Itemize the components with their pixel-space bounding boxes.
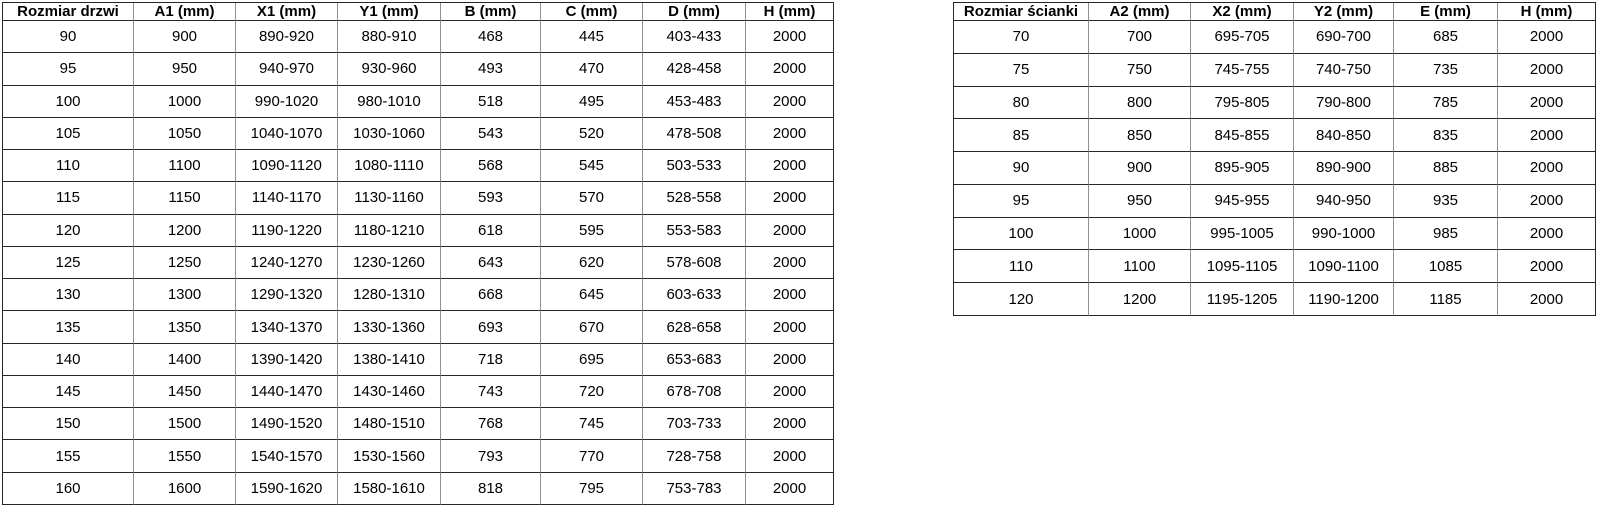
- table-cell: 1350: [134, 311, 236, 343]
- table-cell: 95: [3, 53, 134, 85]
- table-cell: 1130-1160: [338, 182, 441, 214]
- table-cell: 950: [134, 53, 236, 85]
- table-cell: 770: [541, 440, 643, 472]
- table-cell: 1580-1610: [338, 473, 441, 505]
- table-row: [3, 21, 834, 53]
- table-cell: 718: [441, 344, 541, 376]
- table-row: [3, 247, 834, 279]
- table-cell: 1490-1520: [236, 408, 338, 440]
- table-cell: 85: [954, 119, 1089, 152]
- table-cell: 900: [134, 21, 236, 53]
- column-header: A1 (mm): [134, 3, 236, 21]
- table-cell: 2000: [1498, 87, 1596, 120]
- table-cell: 995-1005: [1191, 218, 1294, 251]
- table-row: [3, 344, 834, 376]
- wall-panel-size-table: [953, 2, 1596, 316]
- table-cell: 2000: [1498, 218, 1596, 251]
- table-cell: 728-758: [643, 440, 746, 472]
- table-cell: 470: [541, 53, 643, 85]
- table-cell: 1100: [134, 150, 236, 182]
- table-cell: 493: [441, 53, 541, 85]
- table-cell: 2000: [746, 150, 834, 182]
- table-cell: 2000: [746, 376, 834, 408]
- table-cell: 880-910: [338, 21, 441, 53]
- table-cell: 750: [1089, 54, 1191, 87]
- table-cell: 700: [1089, 21, 1191, 54]
- table-cell: 790-800: [1294, 87, 1394, 120]
- table-row: [954, 119, 1596, 152]
- table-cell: 1380-1410: [338, 344, 441, 376]
- table-cell: 1180-1210: [338, 215, 441, 247]
- header-row: [3, 3, 834, 21]
- column-header: D (mm): [643, 3, 746, 21]
- column-header: C (mm): [541, 3, 643, 21]
- table-cell: 1390-1420: [236, 344, 338, 376]
- table-cell: 90: [3, 21, 134, 53]
- table-cell: 1195-1205: [1191, 283, 1294, 316]
- table-cell: 678-708: [643, 376, 746, 408]
- table-cell: 990-1000: [1294, 218, 1394, 251]
- wall-table-header: [954, 3, 1596, 21]
- table-cell: 545: [541, 150, 643, 182]
- column-header: Rozmiar ścianki: [954, 3, 1089, 21]
- table-cell: 1280-1310: [338, 279, 441, 311]
- table-cell: 115: [3, 182, 134, 214]
- table-cell: 2000: [746, 21, 834, 53]
- table-cell: 735: [1394, 54, 1498, 87]
- table-cell: 1330-1360: [338, 311, 441, 343]
- table-cell: 618: [441, 215, 541, 247]
- table-cell: 1040-1070: [236, 118, 338, 150]
- table-cell: 2000: [746, 247, 834, 279]
- table-cell: 840-850: [1294, 119, 1394, 152]
- table-cell: 835: [1394, 119, 1498, 152]
- table-cell: 1230-1260: [338, 247, 441, 279]
- table-cell: 900: [1089, 152, 1191, 185]
- wall-table-body: [954, 21, 1596, 316]
- table-cell: 980-1010: [338, 86, 441, 118]
- column-header: H (mm): [746, 3, 834, 21]
- table-cell: 595: [541, 215, 643, 247]
- table-cell: 940-950: [1294, 185, 1394, 218]
- table-cell: 845-855: [1191, 119, 1294, 152]
- table-cell: 2000: [746, 311, 834, 343]
- table-cell: 518: [441, 86, 541, 118]
- table-row: [3, 86, 834, 118]
- table-cell: 743: [441, 376, 541, 408]
- table-cell: 403-433: [643, 21, 746, 53]
- table-cell: 800: [1089, 87, 1191, 120]
- table-cell: 1185: [1394, 283, 1498, 316]
- table-cell: 2000: [746, 279, 834, 311]
- table-cell: 603-633: [643, 279, 746, 311]
- table-cell: 940-970: [236, 53, 338, 85]
- table-cell: 1080-1110: [338, 150, 441, 182]
- table-cell: 1000: [134, 86, 236, 118]
- table-cell: 1100: [1089, 250, 1191, 283]
- column-header: H (mm): [1498, 3, 1596, 21]
- table-cell: 740-750: [1294, 54, 1394, 87]
- table-cell: 795: [541, 473, 643, 505]
- table-row: [954, 283, 1596, 316]
- door-table-header: [3, 3, 834, 21]
- table-cell: 468: [441, 21, 541, 53]
- table-cell: 930-960: [338, 53, 441, 85]
- table-row: [3, 279, 834, 311]
- table-cell: 90: [954, 152, 1089, 185]
- table-cell: 2000: [746, 408, 834, 440]
- table-cell: 428-458: [643, 53, 746, 85]
- table-cell: 568: [441, 150, 541, 182]
- table-cell: 503-533: [643, 150, 746, 182]
- table-cell: 1600: [134, 473, 236, 505]
- table-cell: 2000: [1498, 119, 1596, 152]
- table-cell: 703-733: [643, 408, 746, 440]
- table-cell: 1240-1270: [236, 247, 338, 279]
- table-cell: 110: [3, 150, 134, 182]
- table-cell: 120: [954, 283, 1089, 316]
- table-cell: 895-905: [1191, 152, 1294, 185]
- table-cell: 80: [954, 87, 1089, 120]
- table-row: [3, 473, 834, 505]
- table-cell: 1030-1060: [338, 118, 441, 150]
- table-cell: 1480-1510: [338, 408, 441, 440]
- table-row: [954, 250, 1596, 283]
- table-cell: 70: [954, 21, 1089, 54]
- table-cell: 543: [441, 118, 541, 150]
- table-cell: 628-658: [643, 311, 746, 343]
- table-cell: 2000: [1498, 21, 1596, 54]
- table-cell: 890-920: [236, 21, 338, 53]
- table-cell: 95: [954, 185, 1089, 218]
- table-cell: 1290-1320: [236, 279, 338, 311]
- column-header: Rozmiar drzwi: [3, 3, 134, 21]
- table-row: [3, 53, 834, 85]
- table-cell: 1000: [1089, 218, 1191, 251]
- table-cell: 155: [3, 440, 134, 472]
- table-cell: 985: [1394, 218, 1498, 251]
- table-row: [954, 87, 1596, 120]
- door-table-body: [3, 21, 834, 505]
- table-cell: 2000: [1498, 152, 1596, 185]
- table-cell: 2000: [746, 344, 834, 376]
- table-cell: 1450: [134, 376, 236, 408]
- table-cell: 720: [541, 376, 643, 408]
- table-cell: 75: [954, 54, 1089, 87]
- table-cell: 945-955: [1191, 185, 1294, 218]
- table-cell: 745-755: [1191, 54, 1294, 87]
- table-cell: 2000: [1498, 250, 1596, 283]
- table-cell: 1530-1560: [338, 440, 441, 472]
- header-row: [954, 3, 1596, 21]
- table-cell: 110: [954, 250, 1089, 283]
- table-cell: 768: [441, 408, 541, 440]
- table-cell: 1430-1460: [338, 376, 441, 408]
- table-cell: 2000: [1498, 283, 1596, 316]
- table-cell: 668: [441, 279, 541, 311]
- table-cell: 125: [3, 247, 134, 279]
- table-cell: 578-608: [643, 247, 746, 279]
- table-cell: 745: [541, 408, 643, 440]
- table-cell: 570: [541, 182, 643, 214]
- table-cell: 100: [954, 218, 1089, 251]
- table-cell: 2000: [746, 53, 834, 85]
- table-cell: 990-1020: [236, 86, 338, 118]
- table-row: [954, 185, 1596, 218]
- table-cell: 2000: [746, 118, 834, 150]
- table-row: [954, 152, 1596, 185]
- table-cell: 145: [3, 376, 134, 408]
- table-cell: 793: [441, 440, 541, 472]
- table-cell: 1200: [1089, 283, 1191, 316]
- table-cell: 100: [3, 86, 134, 118]
- column-header: Y2 (mm): [1294, 3, 1394, 21]
- table-cell: 885: [1394, 152, 1498, 185]
- table-row: [3, 118, 834, 150]
- table-cell: 1250: [134, 247, 236, 279]
- table-cell: 1400: [134, 344, 236, 376]
- table-cell: 1300: [134, 279, 236, 311]
- table-cell: 645: [541, 279, 643, 311]
- table-cell: 120: [3, 215, 134, 247]
- table-cell: 1500: [134, 408, 236, 440]
- table-cell: 690-700: [1294, 21, 1394, 54]
- column-header: A2 (mm): [1089, 3, 1191, 21]
- table-row: [3, 182, 834, 214]
- table-row: [954, 21, 1596, 54]
- table-cell: 643: [441, 247, 541, 279]
- table-cell: 670: [541, 311, 643, 343]
- table-row: [3, 408, 834, 440]
- table-cell: 478-508: [643, 118, 746, 150]
- table-row: [3, 150, 834, 182]
- table-row: [954, 54, 1596, 87]
- table-cell: 1550: [134, 440, 236, 472]
- table-cell: 693: [441, 311, 541, 343]
- table-row: [3, 215, 834, 247]
- column-header: X1 (mm): [236, 3, 338, 21]
- table-cell: 2000: [746, 215, 834, 247]
- table-cell: 1095-1105: [1191, 250, 1294, 283]
- table-cell: 653-683: [643, 344, 746, 376]
- table-cell: 1090-1100: [1294, 250, 1394, 283]
- table-cell: 935: [1394, 185, 1498, 218]
- table-cell: 130: [3, 279, 134, 311]
- table-cell: 685: [1394, 21, 1498, 54]
- table-cell: 818: [441, 473, 541, 505]
- table-cell: 1440-1470: [236, 376, 338, 408]
- table-cell: 2000: [746, 440, 834, 472]
- table-cell: 495: [541, 86, 643, 118]
- table-cell: 135: [3, 311, 134, 343]
- table-cell: 520: [541, 118, 643, 150]
- table-row: [954, 218, 1596, 251]
- table-cell: 140: [3, 344, 134, 376]
- table-cell: 890-900: [1294, 152, 1394, 185]
- table-cell: 2000: [746, 182, 834, 214]
- table-cell: 1190-1220: [236, 215, 338, 247]
- table-cell: 795-805: [1191, 87, 1294, 120]
- table-cell: 150: [3, 408, 134, 440]
- table-row: [3, 440, 834, 472]
- table-cell: 1140-1170: [236, 182, 338, 214]
- table-cell: 850: [1089, 119, 1191, 152]
- table-cell: 160: [3, 473, 134, 505]
- table-cell: 593: [441, 182, 541, 214]
- table-cell: 1200: [134, 215, 236, 247]
- column-header: X2 (mm): [1191, 3, 1294, 21]
- table-cell: 753-783: [643, 473, 746, 505]
- table-cell: 453-483: [643, 86, 746, 118]
- table-cell: 1090-1120: [236, 150, 338, 182]
- table-cell: 2000: [746, 473, 834, 505]
- table-row: [3, 311, 834, 343]
- table-cell: 695-705: [1191, 21, 1294, 54]
- table-cell: 950: [1089, 185, 1191, 218]
- table-cell: 105: [3, 118, 134, 150]
- table-cell: 1050: [134, 118, 236, 150]
- table-cell: 1190-1200: [1294, 283, 1394, 316]
- table-cell: 1340-1370: [236, 311, 338, 343]
- table-cell: 695: [541, 344, 643, 376]
- column-header: B (mm): [441, 3, 541, 21]
- table-cell: 553-583: [643, 215, 746, 247]
- table-cell: 2000: [746, 86, 834, 118]
- table-cell: 1085: [1394, 250, 1498, 283]
- table-cell: 620: [541, 247, 643, 279]
- column-header: Y1 (mm): [338, 3, 441, 21]
- column-header: E (mm): [1394, 3, 1498, 21]
- door-size-table: [2, 2, 834, 505]
- table-cell: 528-558: [643, 182, 746, 214]
- table-cell: 1540-1570: [236, 440, 338, 472]
- table-cell: 1150: [134, 182, 236, 214]
- table-row: [3, 376, 834, 408]
- table-cell: 1590-1620: [236, 473, 338, 505]
- table-cell: 2000: [1498, 54, 1596, 87]
- table-cell: 2000: [1498, 185, 1596, 218]
- table-cell: 445: [541, 21, 643, 53]
- table-cell: 785: [1394, 87, 1498, 120]
